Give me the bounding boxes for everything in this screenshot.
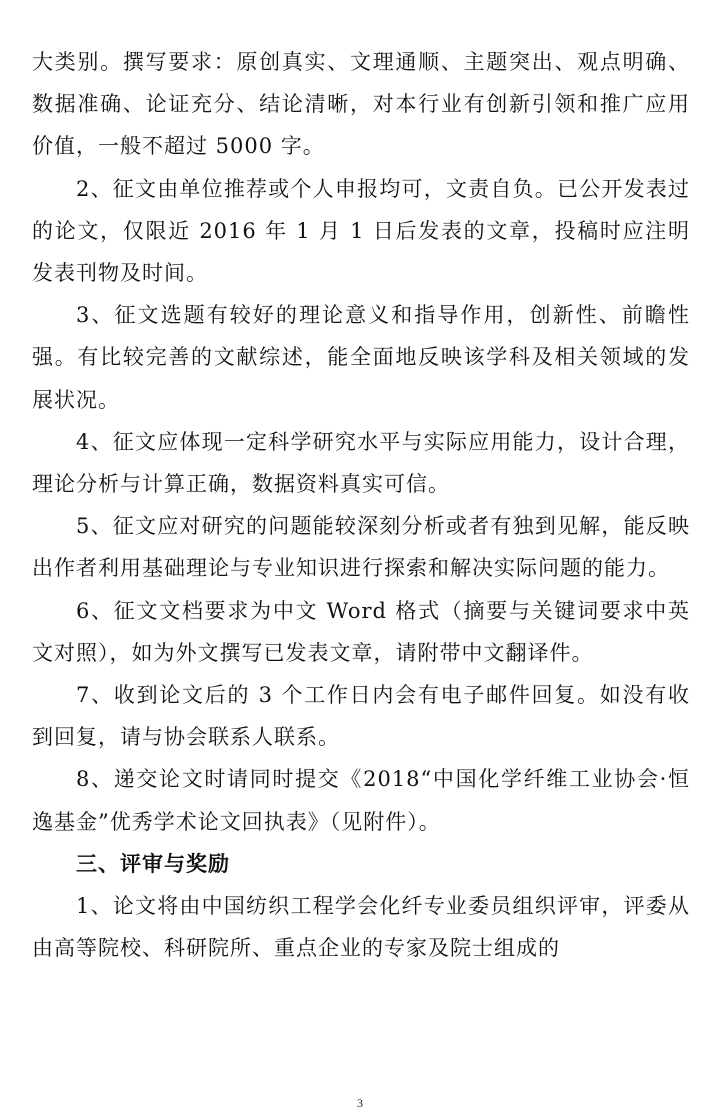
document-body [32, 41, 690, 969]
paragraph-item-2: 2、征文由单位推荐或个人申报均可，文责自负。已公开发表过的论文，仅限近 2016 年 1 月 1 日后发表的文章，投稿时应注明发表刊物及时间。 [32, 176, 690, 286]
paragraph-item-5: 5、征文应对研究的问题能较深刻分析或者有独到见解，能反映出作者利用基础理论与专业知识进行探索和解决实际问题的能力。 [32, 514, 690, 581]
paragraph-review-item-1: 1、论文将由中国纺织工程学会化纤专业委员组织评审，评委从由高等院校、科研院所、重点企业的专家及院士组成的 [32, 894, 690, 961]
paragraph-item-8: 8、递交论文时请同时提交《2018“中国化学纤维工业协会·恒逸基金”优秀学术论文回执表》（见附件）。 [32, 767, 690, 834]
paragraph-item-7: 7、收到论文后的 3 个工作日内会有电子邮件回复。如没有收到回复，请与协会联系人联系。 [32, 683, 690, 750]
paragraph-item-4: 4、征文应体现一定科学研究水平与实际应用能力，设计合理，理论分析与计算正确，数据资料真实可信。 [32, 429, 690, 497]
section-heading-review-awards: 三、评审与奖励 [76, 850, 230, 876]
paragraph-item-6: 6、征文文档要求为中文 Word 格式（摘要与关键词要求中英文对照），如为外文撰写已发表文章，请附带中文翻译件。 [32, 598, 690, 665]
page-number: 3 [357, 1096, 363, 1110]
paragraph-requirements-continued: 大类别。撰写要求：原创真实、文理通顺、主题突出、观点明确、数据准确、论证充分、结论清晰，对本行业有创新引领和推广应用价值，一般不超过 5000 字。 [32, 50, 690, 159]
paragraph-item-3: 3、征文选题有较好的理论意义和指导作用，创新性、前瞻性强。有比较完善的文献综述，能全面地反映该学科及相关领域的发展状况。 [32, 303, 690, 412]
